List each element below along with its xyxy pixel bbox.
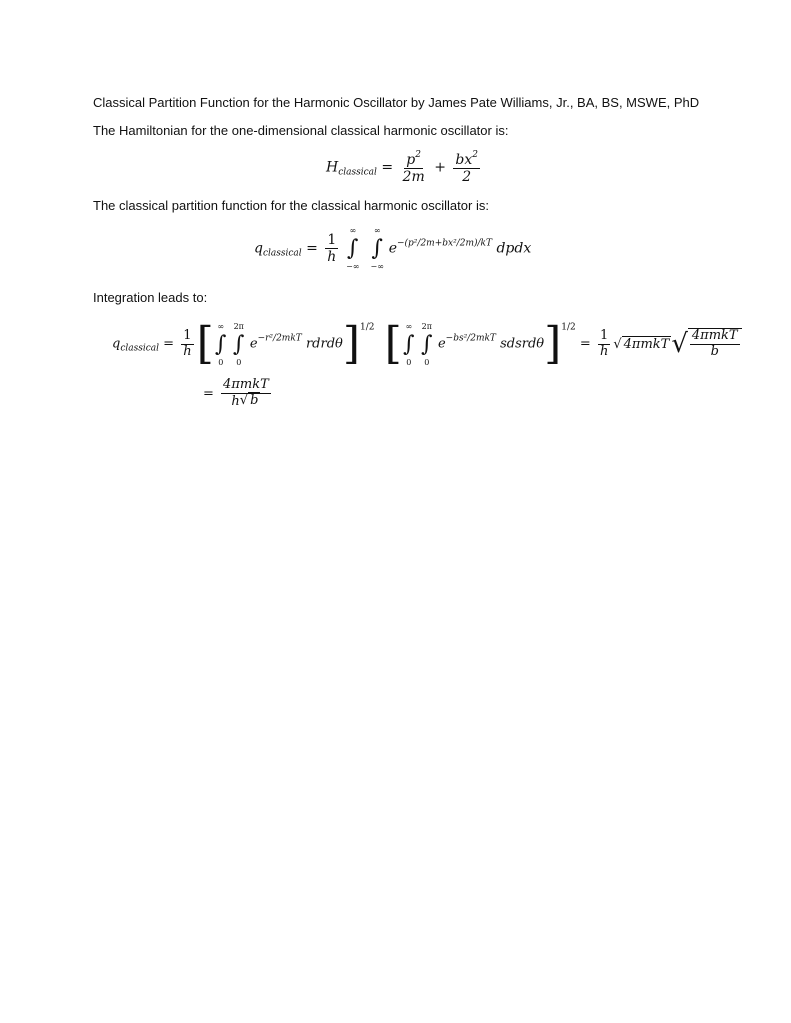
partition-intro: The classical partition function for the classical harmonic oscillator is: xyxy=(93,198,489,213)
eq2-exp-base: e xyxy=(388,240,397,257)
integration-equation xyxy=(112,318,742,369)
final-den: h√ b xyxy=(231,392,259,409)
final-num: 4πmkT xyxy=(223,377,269,392)
eq3-equals-b: = xyxy=(579,336,591,352)
eq3-pre-den: h xyxy=(183,343,192,359)
eq3-integrand2-tail: sdsrdθ xyxy=(500,336,545,352)
eq3-int4-bot: 0 xyxy=(424,357,430,367)
eq3-power-2: 1/2 xyxy=(561,322,576,333)
eq3-sqrt-2: √ $\frac{\text{4πmkT}}{b}$ xyxy=(671,328,741,360)
eq1-t1-den: 2m xyxy=(402,169,425,186)
hamiltonian-equation xyxy=(326,150,483,185)
document-title: Classical Partition Function for the Harmonic Oscillator by James Pate Williams, Jr., BA, BS, MSWE, PhD xyxy=(93,95,700,110)
eq3-prefactor xyxy=(181,329,193,360)
hamiltonian-intro: The Hamiltonian for the one-dimensional classical harmonic oscillator is: xyxy=(93,123,509,138)
eq1-t2-num: bx xyxy=(455,152,473,168)
eq3-angular-integral: ∫ 2π 0 xyxy=(233,321,245,367)
eq3-int4-top: 2π xyxy=(421,321,432,331)
integration-intro: Integration leads to: xyxy=(93,290,208,305)
eq3-result-prefactor xyxy=(598,329,610,360)
eq3-equals-c: = xyxy=(203,386,214,402)
eq3-integrand1-tail: rdrdθ xyxy=(305,336,343,352)
eq3-power-1: 1/2 xyxy=(360,322,375,333)
eq1-lhs-sub: classical xyxy=(338,167,377,178)
eq3-right-bracket-2: ] xyxy=(544,318,562,369)
eq3-sqrt2-fraction xyxy=(688,328,742,360)
eq3-sqrt1-radicand: 4πmkT xyxy=(623,336,670,352)
eq1-lhs: H xyxy=(326,159,339,176)
eq2-prefactor xyxy=(325,232,338,265)
eq2-equals: = xyxy=(306,240,318,257)
partition-equation xyxy=(254,226,532,272)
eq2-integral-1: ∫ ∞ −∞ xyxy=(346,226,360,272)
eq3-int3-top: ∞ xyxy=(405,321,413,331)
eq1-t1-sup: 2 xyxy=(415,150,421,160)
final-fraction xyxy=(221,378,271,410)
eq3-lhs-sub: classical xyxy=(120,343,160,354)
eq1-t2-den: 2 xyxy=(462,169,472,186)
eq3-int2-bot: 0 xyxy=(236,357,242,367)
eq3-right-bracket-1: ] xyxy=(342,318,361,369)
eq3-int1-top: ∞ xyxy=(217,321,225,331)
eq3-int1-bot: 0 xyxy=(218,357,224,367)
eq2-pre-den: h xyxy=(327,249,337,266)
eq3-left-bracket-2: [ xyxy=(384,318,402,369)
final-result xyxy=(203,378,274,410)
eq3-integrand1-exp: −r²/2mkT xyxy=(257,333,302,344)
eq1-kinetic-fraction xyxy=(401,150,427,185)
eq1-potential-fraction xyxy=(453,150,480,185)
eq1-t2-sup: 2 xyxy=(472,150,478,160)
eq2-integral-2: ∫ ∞ −∞ xyxy=(370,226,384,272)
eq3-radial-integral: ∫ ∞ 0 xyxy=(215,321,227,367)
eq2-pre-num: 1 xyxy=(327,232,337,248)
eq3-radial-integral-2: ∫ ∞ 0 xyxy=(403,321,415,367)
eq3-integrand2-base: e xyxy=(437,336,446,352)
eq2-exponent: −(p²/2m+bx²/2m)/kT xyxy=(396,238,492,249)
eq2-lhs: q xyxy=(254,240,263,257)
eq1-t1-num: p xyxy=(406,152,416,168)
eq2-int1-top: ∞ xyxy=(349,226,357,236)
eq3-pre-num: 1 xyxy=(183,327,192,343)
eq2-lhs-sub: classical xyxy=(262,248,302,259)
eq3-res-den: h xyxy=(599,343,609,359)
eq2-int2-bot: −∞ xyxy=(370,262,384,272)
final-den-root: b xyxy=(250,392,259,408)
eq3-int3-bot: 0 xyxy=(406,357,412,367)
eq1-plus: + xyxy=(434,159,446,176)
eq2-differential: dpdx xyxy=(496,240,532,257)
final-den-h: h xyxy=(231,393,240,409)
eq3-sqrt-1: √ 4πmkT xyxy=(613,336,670,352)
eq2-int1-bot: −∞ xyxy=(346,262,360,272)
eq1-equals: = xyxy=(381,159,394,176)
eq3-integrand2-exp: −bs²/2mkT xyxy=(445,333,496,344)
eq3-sqrt2-num: 4πmkT xyxy=(691,328,738,344)
eq3-angular-integral-2: ∫ 2π 0 xyxy=(421,321,433,367)
eq3-integrand1-base: e xyxy=(249,336,258,352)
eq3-sqrt2-den: b xyxy=(710,344,719,359)
eq3-equals: = xyxy=(163,336,175,352)
eq2-int2-top: ∞ xyxy=(373,226,381,236)
eq3-res-num: 1 xyxy=(600,327,609,343)
eq3-lhs: q xyxy=(112,336,121,352)
eq3-int2-top: 2π xyxy=(233,321,244,331)
eq3-left-bracket-1: [ xyxy=(196,318,214,369)
